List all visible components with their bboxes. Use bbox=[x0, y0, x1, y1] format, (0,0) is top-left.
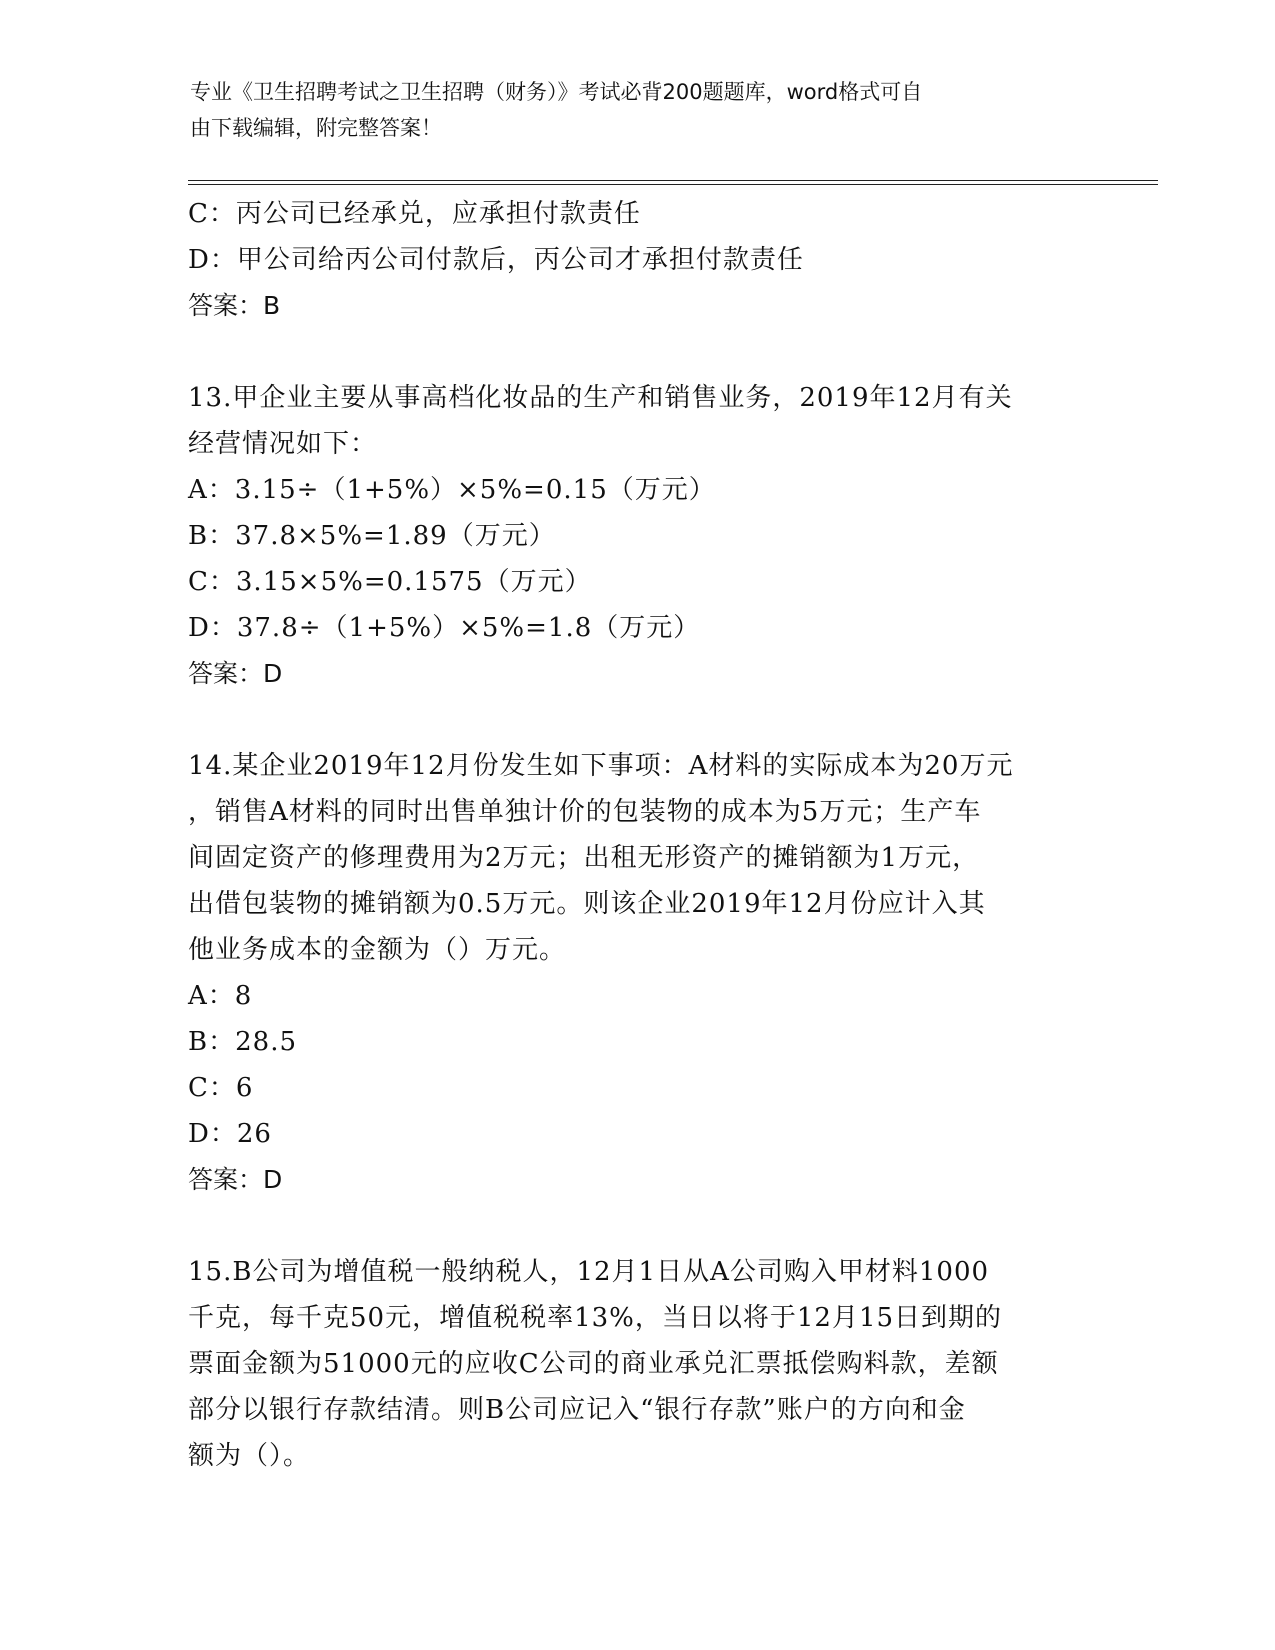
document-body bbox=[188, 191, 1088, 1479]
question-14 bbox=[188, 743, 1088, 1203]
option-d: D：37.8÷（1+5%）×5%=1.8（万元） bbox=[188, 613, 701, 643]
question-text-line: 13.甲企业主要从事高档化妆品的生产和销售业务，2019年12月有关 bbox=[188, 383, 1013, 413]
option-c: C：6 bbox=[188, 1073, 254, 1103]
question-text-line: 他业务成本的金额为（）万元。 bbox=[188, 935, 567, 965]
question-text-line: 间固定资产的修理费用为2万元；出租无形资产的摊销额为1万元， bbox=[188, 843, 980, 873]
question-13 bbox=[188, 375, 1088, 697]
spacer bbox=[188, 329, 1088, 375]
question-text-line: 部分以银行存款结清。则B公司应记入“银行存款”账户的方向和金 bbox=[188, 1395, 966, 1425]
option-b: B：37.8×5%=1.89（万元） bbox=[188, 521, 556, 551]
spacer bbox=[188, 697, 1088, 743]
question-15 bbox=[188, 1249, 1088, 1479]
answer-line: 答案：D bbox=[188, 1165, 283, 1194]
question-text-line: 额为（）。 bbox=[188, 1441, 311, 1471]
question-text-line: 14.某企业2019年12月份发生如下事项：A材料的实际成本为20万元 bbox=[188, 751, 1014, 781]
document-header bbox=[190, 74, 1070, 146]
option-b: B：28.5 bbox=[188, 1027, 297, 1057]
question-text bbox=[188, 1249, 1088, 1479]
option-c: C：3.15×5%=0.1575（万元） bbox=[188, 567, 592, 597]
header-divider-top bbox=[188, 180, 1158, 181]
question-text-line: 出借包装物的摊销额为0.5万元。则该企业2019年12月份应计入其 bbox=[188, 889, 986, 919]
header-divider-bottom bbox=[188, 184, 1158, 185]
question-12-tail bbox=[188, 191, 1088, 329]
option-a: A：3.15÷（1+5%）×5%=0.15（万元） bbox=[188, 475, 716, 505]
question-text bbox=[188, 375, 1088, 467]
question-text-line: 千克，每千克50元，增值税税率13%，当日以将于12月15日到期的 bbox=[188, 1303, 1003, 1333]
question-text-line: 15.B公司为增值税一般纳税人，12月1日从A公司购入甲材料1000 bbox=[188, 1257, 990, 1287]
header-title-line-1: 专业《卫生招聘考试之卫生招聘（财务）》考试必背200题题库，word格式可自 bbox=[190, 80, 923, 104]
question-text-line: 票面金额为51000元的应收C公司的商业承兑汇票抵偿购料款，差额 bbox=[188, 1349, 999, 1379]
answer-line: 答案：D bbox=[188, 659, 283, 688]
option-a: A：8 bbox=[188, 981, 253, 1011]
spacer bbox=[188, 1203, 1088, 1249]
option-c: C：丙公司已经承兑，应承担付款责任 bbox=[188, 199, 641, 229]
question-text-line: ，销售A材料的同时出售单独计价的包装物的成本为5万元；生产车 bbox=[188, 797, 982, 827]
option-d: D：甲公司给丙公司付款后，丙公司才承担付款责任 bbox=[188, 245, 804, 275]
question-text bbox=[188, 743, 1088, 973]
answer-line: 答案：B bbox=[188, 291, 281, 320]
header-title-line-2: 由下载编辑，附完整答案！ bbox=[190, 116, 442, 140]
question-text-line: 经营情况如下： bbox=[188, 429, 378, 459]
option-d: D：26 bbox=[188, 1119, 272, 1149]
